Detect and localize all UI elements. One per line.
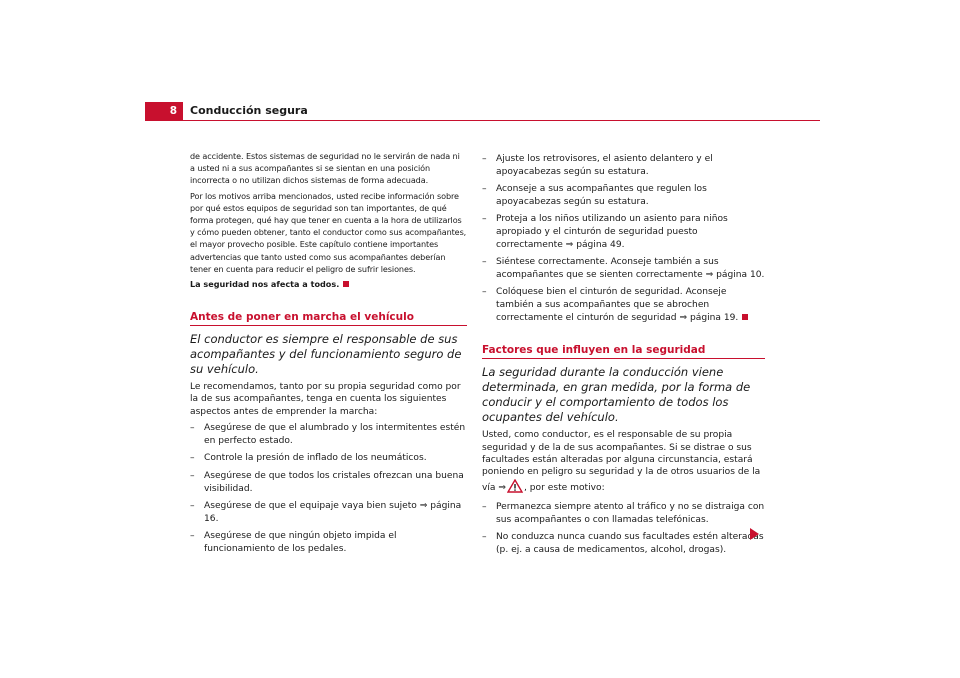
- section-heading: Factores que influyen en la seguridad: [482, 344, 765, 359]
- list-item: – Permanezca siempre atento al tráfico y no se distraiga con sus acompañantes o con llamadas telefónicas.: [482, 501, 765, 526]
- section-body-text-end: , por este motivo:: [524, 482, 605, 493]
- bold-note-text: La seguridad nos afecta a todos.: [190, 279, 340, 290]
- red-square-icon: [742, 314, 748, 320]
- list-item-text: Colóquese bien el cinturón de seguridad. Aconseje también a sus acompañantes que se abrochen correctamente el cinturón de seguridad ⇒ página 19.: [496, 287, 739, 323]
- page-number: 8: [145, 102, 183, 120]
- section-heading: Antes de poner en marcha el vehículo: [190, 311, 467, 326]
- checklist-continued: [482, 153, 765, 324]
- list-item: – Asegúrese de que todos los cristales ofrezcan una buena visibilidad.: [190, 470, 467, 495]
- list-item: – Controle la presión de inflado de los neumáticos.: [190, 452, 467, 465]
- page-header-title: Conducción segura: [190, 104, 308, 117]
- section-factores: [482, 344, 765, 556]
- section-subheading: La seguridad durante la conducción viene determinada, en gran medida, por la forma de conducir y el comportamiento de todos los ocupantes del vehículo.: [482, 365, 751, 425]
- list-item: – Ajuste los retrovisores, el asiento delantero y el apoyacabezas según su estatura.: [482, 153, 765, 178]
- list-item: [482, 286, 765, 324]
- list-item: – Asegúrese de que el alumbrado y los intermitentes estén en perfecto estado.: [190, 422, 467, 447]
- red-square-icon: [343, 281, 349, 287]
- bold-note: [190, 278, 467, 290]
- list-item: – Asegúrese de que el equipaje vaya bien sujeto ⇒ página 16.: [190, 500, 467, 525]
- factors-list: [482, 501, 765, 556]
- warning-triangle-icon[interactable]: [507, 479, 523, 497]
- section-antes: [190, 311, 467, 556]
- section-body: Le recomendamos, tanto por su propia seguridad como por la de sus acompañantes, tenga en cuenta los siguientes aspectos antes de emprender la marcha:: [190, 382, 461, 417]
- section-body-text: Usted, como conductor, es el responsable de su propia seguridad y de la de sus acompañantes. Si se distrae o sus facultades están alteradas por alguna circunstancia, estará poniendo en peligro su seguridad y la de otros usuarios de la vía ⇒: [482, 430, 761, 493]
- list-item: – Asegúrese de que ningún objeto impida el funcionamiento de los pedales.: [190, 530, 467, 555]
- intro-paragraph-1: de accidente. Estos sistemas de seguridad no le servirán de nada ni a usted ni a sus acompañantes si se sientan en una posición incorrecta o no utilizan dichos sistemas de forma adecuada.: [190, 151, 460, 186]
- section-subheading: El conductor es siempre el responsable de sus acompañantes y del funcionamiento seguro de su vehículo.: [190, 332, 462, 377]
- intro-paragraph-2: Por los motivos arriba mencionados, usted recibe información sobre por qué estos equipos de seguridad son tan importantes, de qué forma protegen, qué hay que tener en cuenta a la hora de utilizarlos y cómo pueden obtener, tanto el conductor como sus acompañantes, el mayor provecho posible. Este capítulo contiene importantes advertencias que tanto usted como sus acompañantes deberían tener en cuenta para reducir el peligro de sufrir lesiones.: [190, 190, 467, 274]
- section-body: [482, 429, 765, 497]
- header-rule: [145, 120, 820, 121]
- list-item: – Proteja a los niños utilizando un asiento para niños apropiado y el cinturón de seguridad puesto correctamente ⇒ página 49.: [482, 213, 765, 251]
- list-item: – Aconseje a sus acompañantes que regulen los apoyacabezas según su estatura.: [482, 183, 765, 208]
- checklist: [190, 422, 467, 555]
- next-page-arrow-icon[interactable]: [750, 528, 759, 540]
- list-item: – Siéntese correctamente. Aconseje también a sus acompañantes que se sienten correctamente ⇒ página 10.: [482, 256, 765, 281]
- right-column: [482, 150, 765, 562]
- list-item: – No conduzca nunca cuando sus facultades estén alteradas (p. ej. a causa de medicamentos, alcohol, drogas).: [482, 531, 765, 556]
- left-column: [190, 150, 467, 561]
